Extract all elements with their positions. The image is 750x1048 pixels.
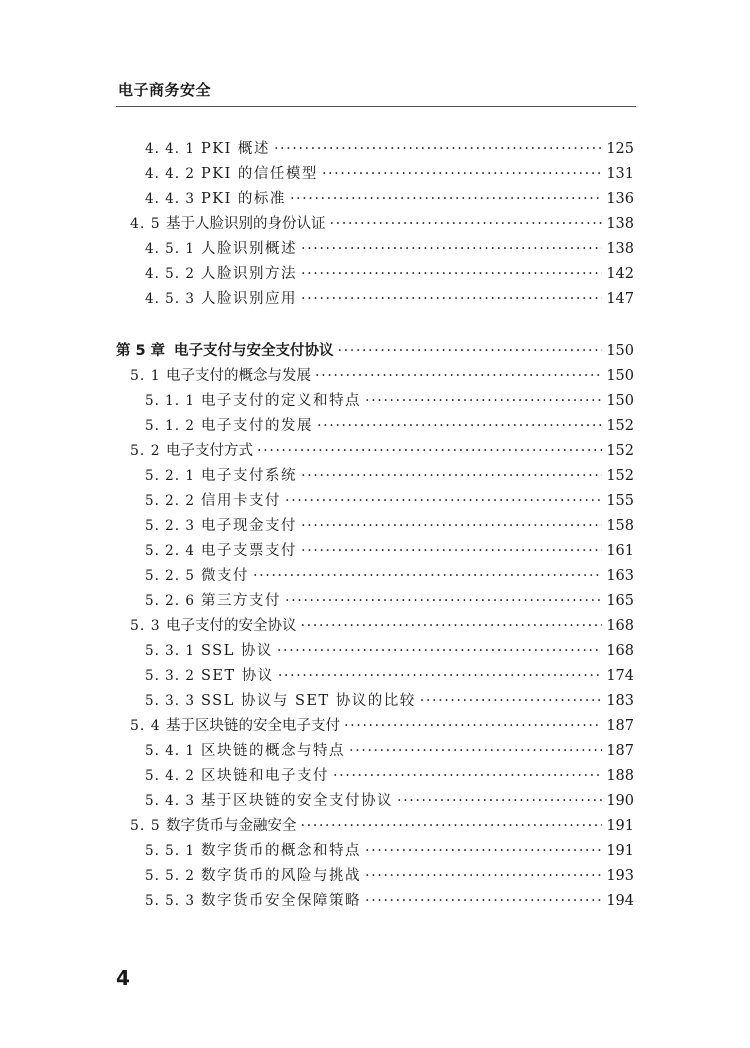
toc-section-entry [0,440,634,462]
toc-entry-number: 5. 4. 2 [145,768,195,784]
toc-entry-title: 电子支付的发展 [201,418,313,434]
toc-dot-leader [365,840,602,862]
toc-subsection-entry [0,390,634,412]
toc-subsection-entry [0,790,634,812]
toc-subsection-entry [0,890,634,912]
toc-dot-leader [278,665,603,687]
toc-entry-page: 142 [606,266,634,282]
toc-dot-leader [317,415,602,437]
toc-subsection-entry [0,540,634,562]
toc-entry-page: 168 [606,643,634,659]
toc-entry-title: 电子支付与安全支付协议 [174,343,334,359]
toc-dot-leader [285,590,602,612]
toc-section-entry [0,815,634,837]
toc-entry-title: 基于人脸识别的身份认证 [166,216,326,232]
toc-entry-page: 131 [606,166,634,182]
toc-subsection-entry [0,865,634,887]
toc-entry-title: 基于区块链的安全支付协议 [201,793,393,809]
toc-entry-number: 5. 2. 3 [145,518,195,534]
toc-entry-number: 第 5 章 [116,343,166,359]
toc-entry-number: 5. 3. 3 [145,693,195,709]
toc-entry-title: PKI 的信任模型 [201,166,318,182]
toc-entry-title: 数字货币的概念和特点 [201,843,361,859]
toc-entry-page: 152 [606,468,634,484]
toc-entry-number: 5. 2. 2 [145,493,195,509]
toc-subsection-entry [0,840,634,862]
toc-subsection-entry [0,465,634,487]
toc-entry-title: 区块链和电子支付 [201,768,329,784]
toc-entry-page: 150 [606,393,634,409]
toc-dot-leader [301,238,602,260]
toc-entry-title: SSL 协议与 SET 协议的比较 [201,693,416,709]
toc-dot-leader [301,540,602,562]
toc-entry-title: 人脸识别概述 [201,241,297,257]
toc-dot-leader [257,440,602,462]
toc-chapter-entry [0,340,634,362]
toc-entry-page: 136 [606,191,634,207]
toc-entry-title: 电子支付的概念与发展 [166,368,311,384]
toc-entry-page: 158 [606,518,634,534]
page-number: 4 [116,966,130,990]
toc-dot-leader [365,890,602,912]
toc-entry-page: 191 [606,818,634,834]
toc-subsection-entry [0,740,634,762]
toc-subsection-entry [0,490,634,512]
toc-entry-page: 161 [606,543,634,559]
toc-dot-leader [285,490,602,512]
toc-entry-page: 138 [606,241,634,257]
toc-entry-title: 电子支付方式 [166,443,253,459]
toc-dot-leader [333,765,602,787]
toc-entry-title: 人脸识别方法 [201,266,297,282]
toc-entry-page: 152 [606,418,634,434]
toc-entry-number: 4. 5. 2 [145,266,195,282]
toc-entry-page: 168 [606,618,634,634]
toc-dot-leader [365,865,602,887]
toc-subsection-entry [0,163,634,185]
toc-entry-number: 5. 4. 3 [145,793,195,809]
toc-subsection-entry [0,288,634,310]
toc-entry-page: 165 [606,593,634,609]
toc-entry-number: 5. 4 [130,718,161,734]
toc-entry-number: 5. 3. 1 [145,643,195,659]
toc-dot-leader [301,465,602,487]
toc-subsection-entry [0,665,634,687]
toc-entry-number: 4. 5. 3 [145,291,195,307]
toc-entry-number: 5. 2. 1 [145,468,195,484]
toc-subsection-entry [0,765,634,787]
toc-entry-page: 191 [606,843,634,859]
toc-entry-title: 数字货币安全保障策略 [201,893,361,909]
toc-subsection-entry [0,238,634,260]
toc-entry-title: 区块链的概念与特点 [201,743,345,759]
toc-entry-page: 163 [606,568,634,584]
toc-entry-page: 155 [606,493,634,509]
toc-entry-number: 5. 2. 6 [145,593,195,609]
toc-entry-number: 4. 5 [130,216,161,232]
toc-entry-title: 微支付 [201,568,249,584]
toc-dot-leader [301,515,602,537]
toc-entry-title: SET 协议 [201,668,274,684]
toc-dot-leader [349,740,602,762]
toc-dot-leader [301,815,603,837]
toc-entry-number: 5. 2. 4 [145,543,195,559]
toc-entry-title: 电子支票支付 [201,543,297,559]
toc-entry-page: 174 [606,668,634,684]
toc-entry-title: 基于区块链的安全电子支付 [166,718,340,734]
toc-subsection-entry [0,415,634,437]
toc-entry-number: 5. 2. 5 [145,568,195,584]
toc-entry-number: 5. 5. 2 [145,868,195,884]
toc-section-entry [0,365,634,387]
toc-entry-title: 数字货币与金融安全 [166,818,297,834]
toc-entry-number: 5. 2 [130,443,161,459]
toc-dot-leader [322,163,602,185]
running-header-title: 电子商务安全 [118,81,212,99]
toc-dot-leader [301,263,602,285]
toc-entry-title: 第三方支付 [201,593,281,609]
toc-entry-number: 5. 3. 2 [145,668,195,684]
toc-entry-number: 4. 4. 1 [145,141,195,157]
toc-dot-leader [290,188,602,210]
toc-subsection-entry [0,515,634,537]
toc-entry-title: 数字货币的风险与挑战 [201,868,361,884]
toc-entry-number: 5. 4. 1 [145,743,195,759]
toc-entry-page: 187 [606,718,634,734]
toc-subsection-entry [0,640,634,662]
toc-entry-title: PKI 概述 [201,141,270,157]
toc-entry-number: 4. 5. 1 [145,241,195,257]
toc-entry-title: PKI 的标准 [201,191,286,207]
toc-entry-page: 190 [606,793,634,809]
toc-dot-leader [365,390,602,412]
toc-entry-page: 193 [606,868,634,884]
toc-entry-page: 138 [606,216,634,232]
toc-entry-page: 183 [606,693,634,709]
toc-dot-leader [277,640,602,662]
toc-dot-leader [420,690,603,712]
toc-entry-number: 4. 4. 3 [145,191,195,207]
toc-subsection-entry [0,188,634,210]
toc-entry-title: 信用卡支付 [201,493,281,509]
toc-dot-leader [301,288,602,310]
toc-entry-page: 187 [606,743,634,759]
toc-entry-number: 5. 5. 1 [145,843,195,859]
toc-dot-leader [330,213,603,235]
toc-entry-page: 152 [606,443,634,459]
toc-entry-title: 人脸识别应用 [201,291,297,307]
toc-dot-leader [344,715,602,737]
toc-section-entry [0,213,634,235]
toc-dot-leader [397,790,602,812]
toc-section-entry [0,615,634,637]
toc-entry-title: 电子支付系统 [201,468,297,484]
toc-entry-page: 150 [606,343,634,359]
toc-entry-title: SSL 协议 [201,643,273,659]
toc-dot-leader [338,340,603,362]
toc-entry-page: 150 [606,368,634,384]
toc-subsection-entry [0,590,634,612]
toc-entry-page: 125 [606,141,634,157]
toc-entry-page: 194 [606,893,634,909]
toc-entry-number: 5. 1. 1 [145,393,195,409]
toc-subsection-entry [0,565,634,587]
toc-entry-title: 电子现金支付 [201,518,297,534]
toc-entry-number: 5. 1 [130,368,161,384]
toc-entry-page: 188 [606,768,634,784]
toc-dot-leader [253,565,602,587]
toc-subsection-entry [0,263,634,285]
toc-entry-number: 5. 3 [130,618,161,634]
toc-entry-page: 147 [606,291,634,307]
toc-dot-leader [301,615,603,637]
toc-subsection-entry [0,138,634,160]
toc-dot-leader [315,365,602,387]
toc-entry-title: 电子支付的安全协议 [166,618,297,634]
toc-entry-number: 5. 1. 2 [145,418,195,434]
toc-subsection-entry [0,690,634,712]
toc-entry-number: 5. 5 [130,818,161,834]
toc-entry-title: 电子支付的定义和特点 [201,393,361,409]
toc-entry-number: 4. 4. 2 [145,166,195,182]
toc-entry-number: 5. 5. 3 [145,893,195,909]
toc-section-entry [0,715,634,737]
toc-dot-leader [274,138,602,160]
